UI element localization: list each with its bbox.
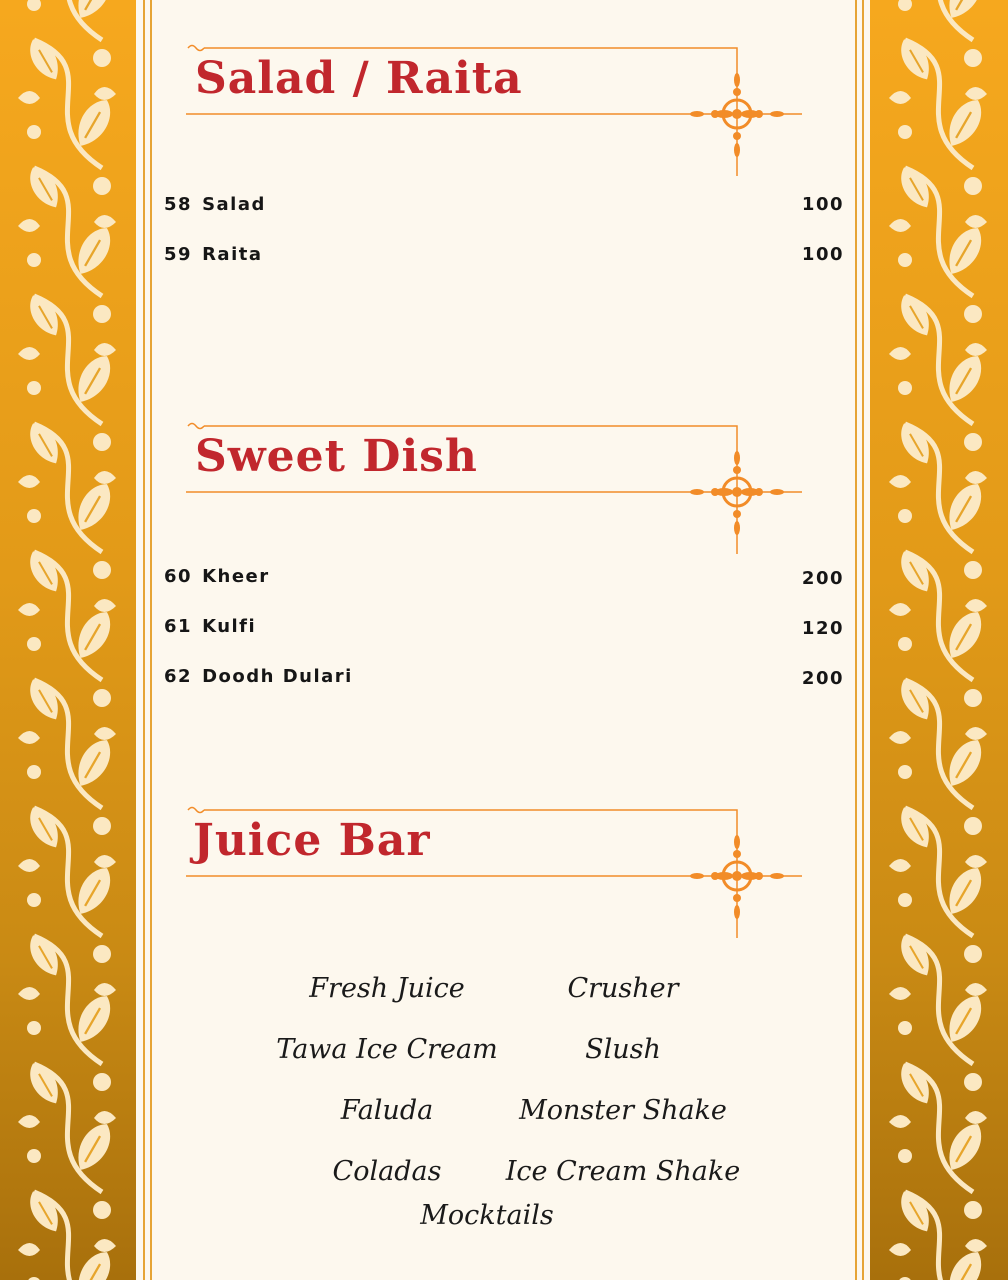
menu-page [136,0,870,1280]
section-title-sweet-dish: Sweet Dish [195,431,478,482]
item-number: 62 [164,666,193,687]
item-name: Kheer [202,566,270,587]
item-name: Kulfi [202,616,257,637]
section-title-juice-bar: Juice Bar [193,815,431,866]
left-rule-outer [143,0,145,1280]
juice-item: Coladas [332,1156,442,1187]
juice-item: Fresh Juice [309,973,465,1004]
item-price: 100 [801,194,844,215]
juice-item: Mocktails [420,1200,554,1231]
item-price: 120 [801,618,844,639]
item-name: Doodh Dulari [202,666,353,687]
menu-item [164,194,844,218]
floral-pattern-right [870,0,1008,1280]
item-number: 60 [164,566,193,587]
item-price: 200 [801,568,844,589]
item-name: Salad [202,194,266,215]
floral-pattern-left [0,0,136,1280]
item-number: 61 [164,616,193,637]
right-rule-outer [862,0,864,1280]
juice-item: Ice Cream Shake [505,1156,741,1187]
item-price: 100 [801,244,844,265]
item-name: Raita [202,244,263,265]
juice-item: Faluda [340,1095,434,1126]
item-number: 58 [164,194,193,215]
juice-item: Tawa Ice Cream [276,1034,498,1065]
section-title-salad-raita: Salad / Raita [195,53,523,104]
juice-item: Slush [585,1034,661,1065]
menu-item [164,616,844,640]
left-rule-inner [150,0,152,1280]
menu-item [164,666,844,690]
menu-item [164,244,844,268]
right-rule-inner [855,0,857,1280]
left-floral-border [0,0,136,1280]
right-floral-border [870,0,1008,1280]
item-price: 200 [801,668,844,689]
menu-item [164,566,844,590]
juice-item: Crusher [567,973,679,1004]
item-number: 59 [164,244,193,265]
juice-item: Monster Shake [519,1095,727,1126]
